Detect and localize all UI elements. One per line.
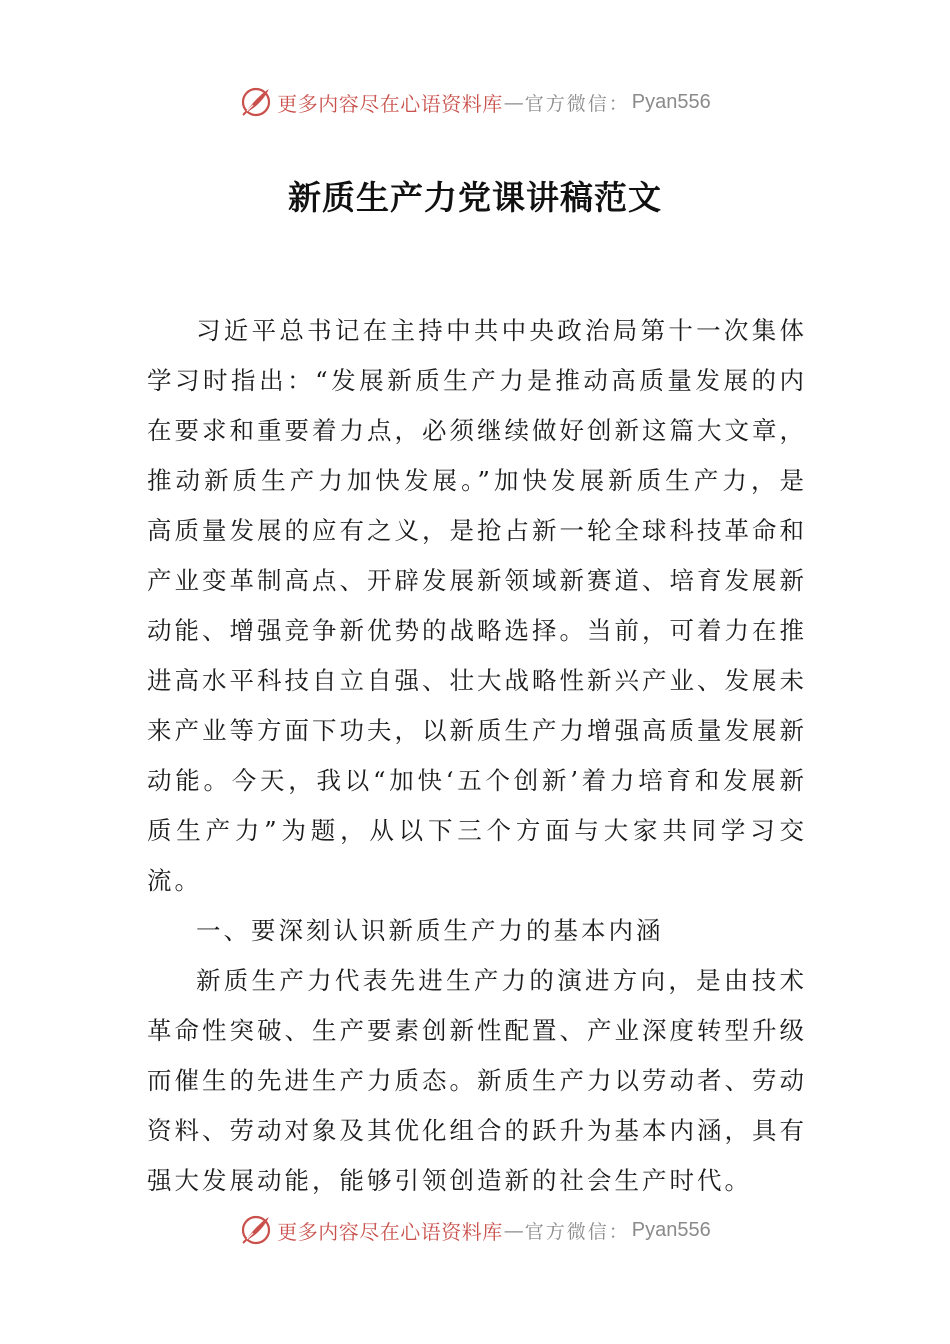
paragraph-intro: 习近平总书记在主持中共中央政治局第十一次集体学习时指出：“发展新质生产力是推动高质量发展的内在要求和重要着力点，必须继续做好创新这篇大文章，推动新质生产力加快发展。”加快发展新质生产力，是高质量发展的应有之义，是抢占新一轮全球科技革命和产业变革制高点、开辟发展新领域新赛道、培育发展新动能、增强竞争新优势的战略选择。当前，可着力在推进高水平科技自立自强、壮大战略性新兴产业、发展未来产业等方面下功夫，以新质生产力增强高质量发展新动能。今天，我以“加快‘五个创新’着力培育和发展新质生产力”为题，从以下三个方面与大家共同学习交流。	[147, 316, 807, 895]
feather-pen-logo-icon	[239, 85, 273, 119]
section-heading-1: 一、要深刻认识新质生产力的基本内涵	[196, 916, 664, 945]
banner-dash: —	[503, 90, 524, 114]
feather-pen-logo-icon	[239, 1213, 273, 1247]
banner-dash: —	[503, 1218, 524, 1242]
banner-wechat-id: Pyan556	[631, 90, 711, 113]
header-banner	[0, 82, 950, 122]
banner-wechat-label: 官方微信：	[524, 1220, 630, 1243]
document-title: 新质生产力党课讲稿范文	[288, 178, 662, 217]
banner-slogan: 更多内容尽在心语资料库	[277, 91, 503, 116]
document-body	[147, 306, 807, 1206]
banner-wechat-label: 官方微信：	[524, 92, 630, 115]
banner-slogan: 更多内容尽在心语资料库	[277, 1219, 503, 1244]
paragraph-section-1: 新质生产力代表先进生产力的演进方向，是由技术革命性突破、生产要素创新性配置、产业深度转型升级而催生的先进生产力质态。新质生产力以劳动者、劳动资料、劳动对象及其优化组合的跃升为基本内涵，具有强大发展动能，能够引领创造新的社会生产时代。	[147, 966, 807, 1195]
footer-banner	[0, 1210, 950, 1250]
banner-wechat-id: Pyan556	[631, 1218, 711, 1241]
